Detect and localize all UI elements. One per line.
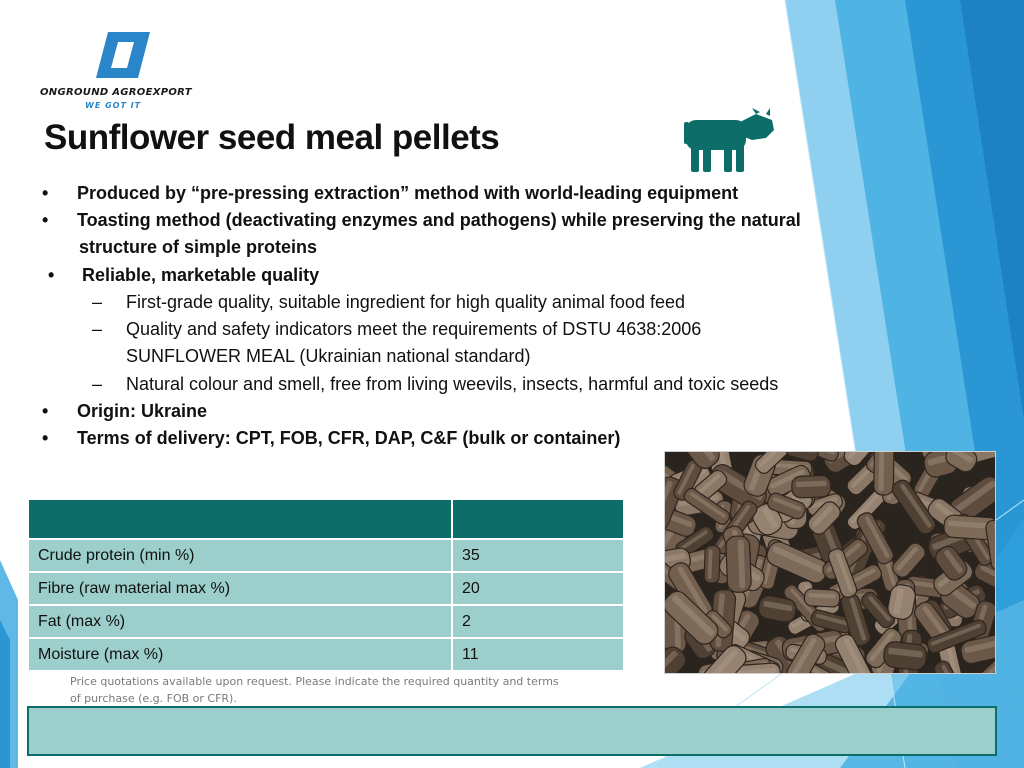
logo-company-name: ONGROUND AGROEXPORT	[40, 87, 192, 98]
table-cell-parameter: Crude protein (min %)	[28, 539, 452, 572]
table-header-cell	[28, 499, 452, 539]
table-header-cell	[452, 499, 624, 539]
sub-list-item-text: SUNFLOWER MEAL (Ukrainian national standard)	[126, 346, 531, 366]
table-cell-parameter: Fat (max %)	[28, 605, 452, 638]
sub-list-item-text: First-grade quality, suitable ingredient for high quality animal food feed	[126, 292, 685, 312]
list-item	[42, 207, 902, 234]
table-cell-parameter: Fibre (raw material max %)	[28, 572, 452, 605]
specifications-table	[27, 498, 625, 672]
sub-list-item	[42, 316, 902, 343]
list-item	[42, 425, 902, 452]
bullet-dot: •	[42, 401, 49, 421]
price-note-line: Price quotations available upon request. Please indicate the required quantity and terms	[70, 675, 559, 688]
list-item	[42, 180, 902, 207]
list-item-text: Produced by “pre-pressing extraction” method with world-leading equipment	[77, 183, 739, 203]
table-row	[28, 572, 624, 605]
table-cell-parameter: Moisture (max %)	[28, 638, 452, 671]
table-cell-value: 35	[452, 539, 624, 572]
list-item	[42, 262, 902, 289]
list-item-text: Toasting method (deactivating enzymes and pathogens) while preserving the natural	[77, 210, 801, 230]
list-item-text: Reliable, marketable quality	[82, 265, 320, 285]
cow-icon	[682, 108, 778, 174]
list-item-continuation	[42, 234, 902, 262]
sub-list-item-text: Quality and safety indicators meet the requirements of DSTU 4638:2006	[126, 319, 702, 339]
list-item-text: Terms of delivery: CPT, FOB, CFR, DAP, C&F (bulk or container)	[77, 428, 621, 448]
footer-box	[27, 706, 997, 756]
bullet-dot: •	[42, 210, 49, 230]
table-cell-value: 11	[452, 638, 624, 671]
price-note	[70, 673, 559, 707]
list-item-text: Origin: Ukraine	[77, 401, 208, 421]
logo-tagline: WE GOT IT	[85, 101, 142, 110]
sub-list-item	[42, 289, 902, 316]
table-cell-value: 2	[452, 605, 624, 638]
logo-o-icon	[92, 30, 152, 80]
bullet-dot: •	[42, 428, 49, 448]
sub-bullet-dash: –	[92, 292, 103, 312]
table-row	[28, 638, 624, 671]
pellets-photo	[664, 451, 996, 674]
sub-list-item-continuation	[42, 343, 902, 371]
sub-bullet-dash: –	[92, 319, 103, 339]
list-item-text: structure of simple proteins	[79, 237, 318, 257]
table-row	[28, 539, 624, 572]
price-note-line: of purchase (e.g. FOB or CFR).	[70, 692, 237, 705]
bullet-dot: •	[48, 265, 55, 285]
company-logo	[40, 30, 210, 115]
list-item	[42, 398, 902, 425]
sub-list-item	[42, 371, 902, 398]
table-header-row	[28, 499, 624, 539]
table-row	[28, 605, 624, 638]
bullet-dot: •	[42, 183, 49, 203]
sub-bullet-dash: –	[92, 374, 103, 394]
page-title: Sunflower seed meal pellets	[44, 118, 500, 157]
table-cell-value: 20	[452, 572, 624, 605]
sub-list-item-text: Natural colour and smell, free from living weevils, insects, harmful and toxic seeds	[126, 374, 779, 394]
feature-list	[42, 180, 902, 452]
